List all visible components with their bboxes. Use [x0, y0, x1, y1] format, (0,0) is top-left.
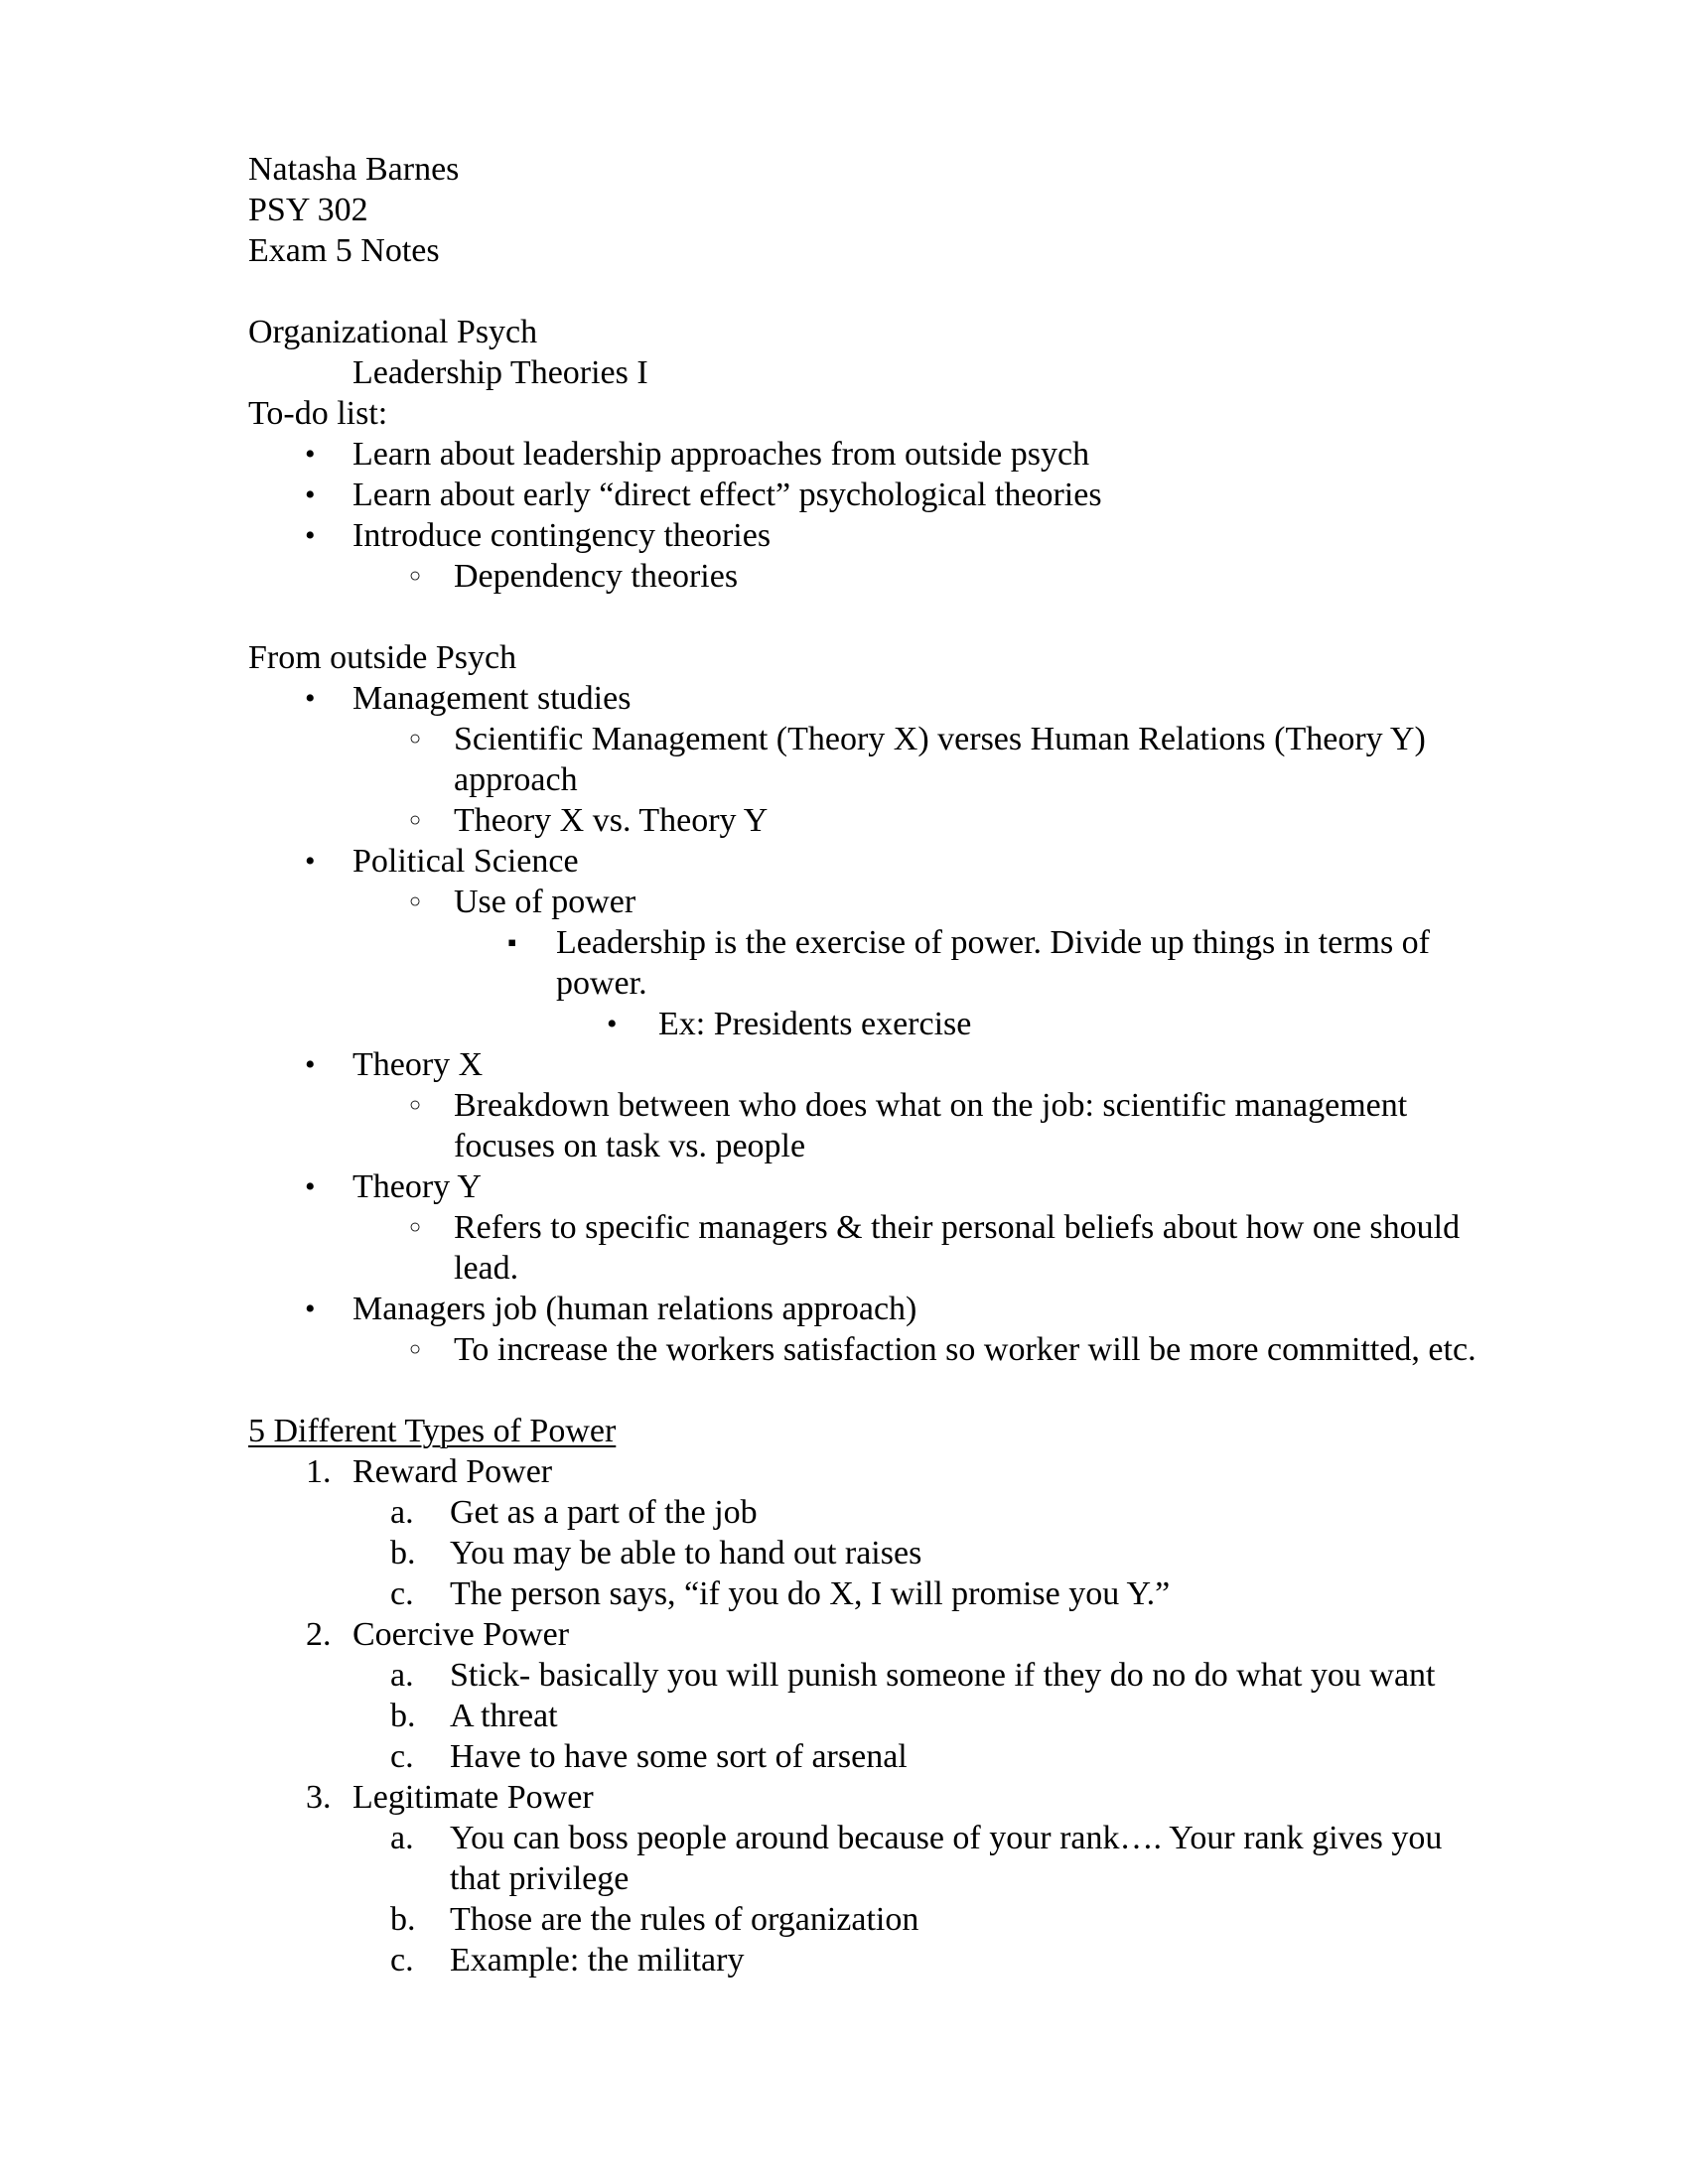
bullet-item: [248, 434, 1479, 475]
bullet-item: [248, 1289, 1479, 1329]
line-text: Leadership is the exercise of power. Divide up things in terms of power.: [556, 924, 1430, 1002]
bullet-disc-icon: •: [305, 1048, 316, 1081]
item-letter: c.: [390, 1575, 414, 1612]
line-text: Stick- basically you will punish someone if they do no do what you want: [450, 1657, 1436, 1694]
line-text: The person says, “if you do X, I will promise you Y.”: [450, 1575, 1171, 1612]
bullet-item: [248, 1166, 1479, 1207]
item-letter: b.: [390, 1901, 416, 1938]
bullet-item: [248, 882, 1479, 922]
bullet-item: [248, 515, 1479, 556]
line-text: Legitimate Power: [352, 1779, 594, 1816]
lettered-item: [248, 1736, 1479, 1777]
text-line: [248, 637, 1479, 678]
line-text: 5 Different Types of Power: [248, 1413, 617, 1449]
line-text: Ex: Presidents exercise: [658, 1006, 972, 1042]
text-line: [248, 312, 1479, 352]
lettered-item: [248, 1696, 1479, 1736]
line-text: Those are the rules of organization: [450, 1901, 919, 1938]
line-text: Refers to specific managers & their personal beliefs about how one should lead.: [454, 1209, 1461, 1287]
bullet-disc-icon: •: [305, 519, 316, 552]
bullet-circle-icon: ○: [409, 565, 422, 587]
line-text: Scientific Management (Theory X) verses Human Relations (Theory Y) approach: [454, 721, 1426, 798]
text-line: [248, 190, 1479, 230]
bullet-item: [248, 678, 1479, 719]
line-text: Exam 5 Notes: [248, 232, 440, 269]
bullet-circle-icon: ○: [409, 809, 422, 831]
bullet-item: [248, 841, 1479, 882]
line-text: You may be able to hand out raises: [450, 1535, 922, 1571]
bullet-disc-icon: •: [607, 1008, 618, 1040]
subtitle-line: [248, 352, 1479, 393]
item-letter: a.: [390, 1820, 414, 1856]
bullet-circle-icon: ○: [409, 890, 422, 912]
bullet-item: [248, 1085, 1479, 1166]
line-text: You can boss people around because of your rank…. Your rank gives you that privilege: [450, 1820, 1443, 1897]
bullet-circle-icon: ○: [409, 1094, 422, 1116]
section-heading: [248, 1411, 1479, 1451]
bullet-disc-icon: •: [305, 1170, 316, 1203]
text-line: [248, 149, 1479, 190]
numbered-item: [248, 1614, 1479, 1655]
line-text: Leadership Theories I: [352, 354, 648, 391]
line-text: Natasha Barnes: [248, 151, 460, 188]
bullet-item: [248, 922, 1479, 1004]
bullet-circle-icon: ○: [409, 728, 422, 750]
line-text: Learn about early “direct effect” psychological theories: [352, 477, 1102, 513]
lettered-item: [248, 1573, 1479, 1614]
line-text: Have to have some sort of arsenal: [450, 1738, 908, 1775]
line-text: PSY 302: [248, 192, 368, 228]
blank-line: [248, 597, 1479, 637]
line-text: Theory Y: [352, 1168, 482, 1205]
line-text: Breakdown between who does what on the job: scientific management focuses on task vs. people: [454, 1087, 1408, 1164]
item-number: 2.: [306, 1616, 332, 1653]
bullet-square-icon: ▪: [507, 928, 517, 957]
text-line: [248, 393, 1479, 434]
item-letter: b.: [390, 1535, 416, 1571]
line-text: Theory X vs. Theory Y: [454, 802, 769, 839]
line-text: A threat: [450, 1698, 558, 1734]
line-text: Example: the military: [450, 1942, 745, 1979]
bullet-circle-icon: ○: [409, 1216, 422, 1238]
line-text: From outside Psych: [248, 639, 517, 676]
bullet-item: [248, 1044, 1479, 1085]
bullet-item: [248, 556, 1479, 597]
blank-line: [248, 271, 1479, 312]
line-text: Learn about leadership approaches from outside psych: [352, 436, 1090, 473]
line-text: Reward Power: [352, 1453, 553, 1490]
bullet-disc-icon: •: [305, 478, 316, 511]
bullet-disc-icon: •: [305, 845, 316, 878]
text-line: [248, 230, 1479, 271]
bullet-disc-icon: •: [305, 438, 316, 471]
line-text: Use of power: [454, 884, 636, 920]
lettered-item: [248, 1940, 1479, 1980]
bullet-disc-icon: •: [305, 682, 316, 715]
line-text: To-do list:: [248, 395, 388, 432]
line-text: Get as a part of the job: [450, 1494, 758, 1531]
lettered-item: [248, 1655, 1479, 1696]
bullet-item: [248, 800, 1479, 841]
bullet-item: [248, 719, 1479, 800]
item-letter: a.: [390, 1494, 414, 1531]
bullet-item: [248, 1207, 1479, 1289]
item-letter: c.: [390, 1942, 414, 1979]
item-number: 3.: [306, 1779, 332, 1816]
bullet-disc-icon: •: [305, 1293, 316, 1325]
line-text: Organizational Psych: [248, 314, 538, 350]
bullet-item: [248, 475, 1479, 515]
bullet-item: [248, 1329, 1479, 1370]
bullet-circle-icon: ○: [409, 1338, 422, 1360]
lettered-item: [248, 1899, 1479, 1940]
notes-document-body: [248, 149, 1479, 1980]
line-text: Managers job (human relations approach): [352, 1291, 917, 1327]
line-text: Introduce contingency theories: [352, 517, 772, 554]
lettered-item: [248, 1818, 1479, 1899]
lettered-item: [248, 1492, 1479, 1533]
line-text: Dependency theories: [454, 558, 739, 595]
item-number: 1.: [306, 1453, 332, 1490]
item-letter: a.: [390, 1657, 414, 1694]
blank-line: [248, 1370, 1479, 1411]
line-text: To increase the workers satisfaction so worker will be more committed, etc.: [454, 1331, 1477, 1368]
item-letter: b.: [390, 1698, 416, 1734]
numbered-item: [248, 1777, 1479, 1818]
line-text: Management studies: [352, 680, 632, 717]
line-text: Coercive Power: [352, 1616, 570, 1653]
bullet-item: [248, 1004, 1479, 1044]
line-text: Theory X: [352, 1046, 484, 1083]
numbered-item: [248, 1451, 1479, 1492]
item-letter: c.: [390, 1738, 414, 1775]
lettered-item: [248, 1533, 1479, 1573]
line-text: Political Science: [352, 843, 579, 880]
